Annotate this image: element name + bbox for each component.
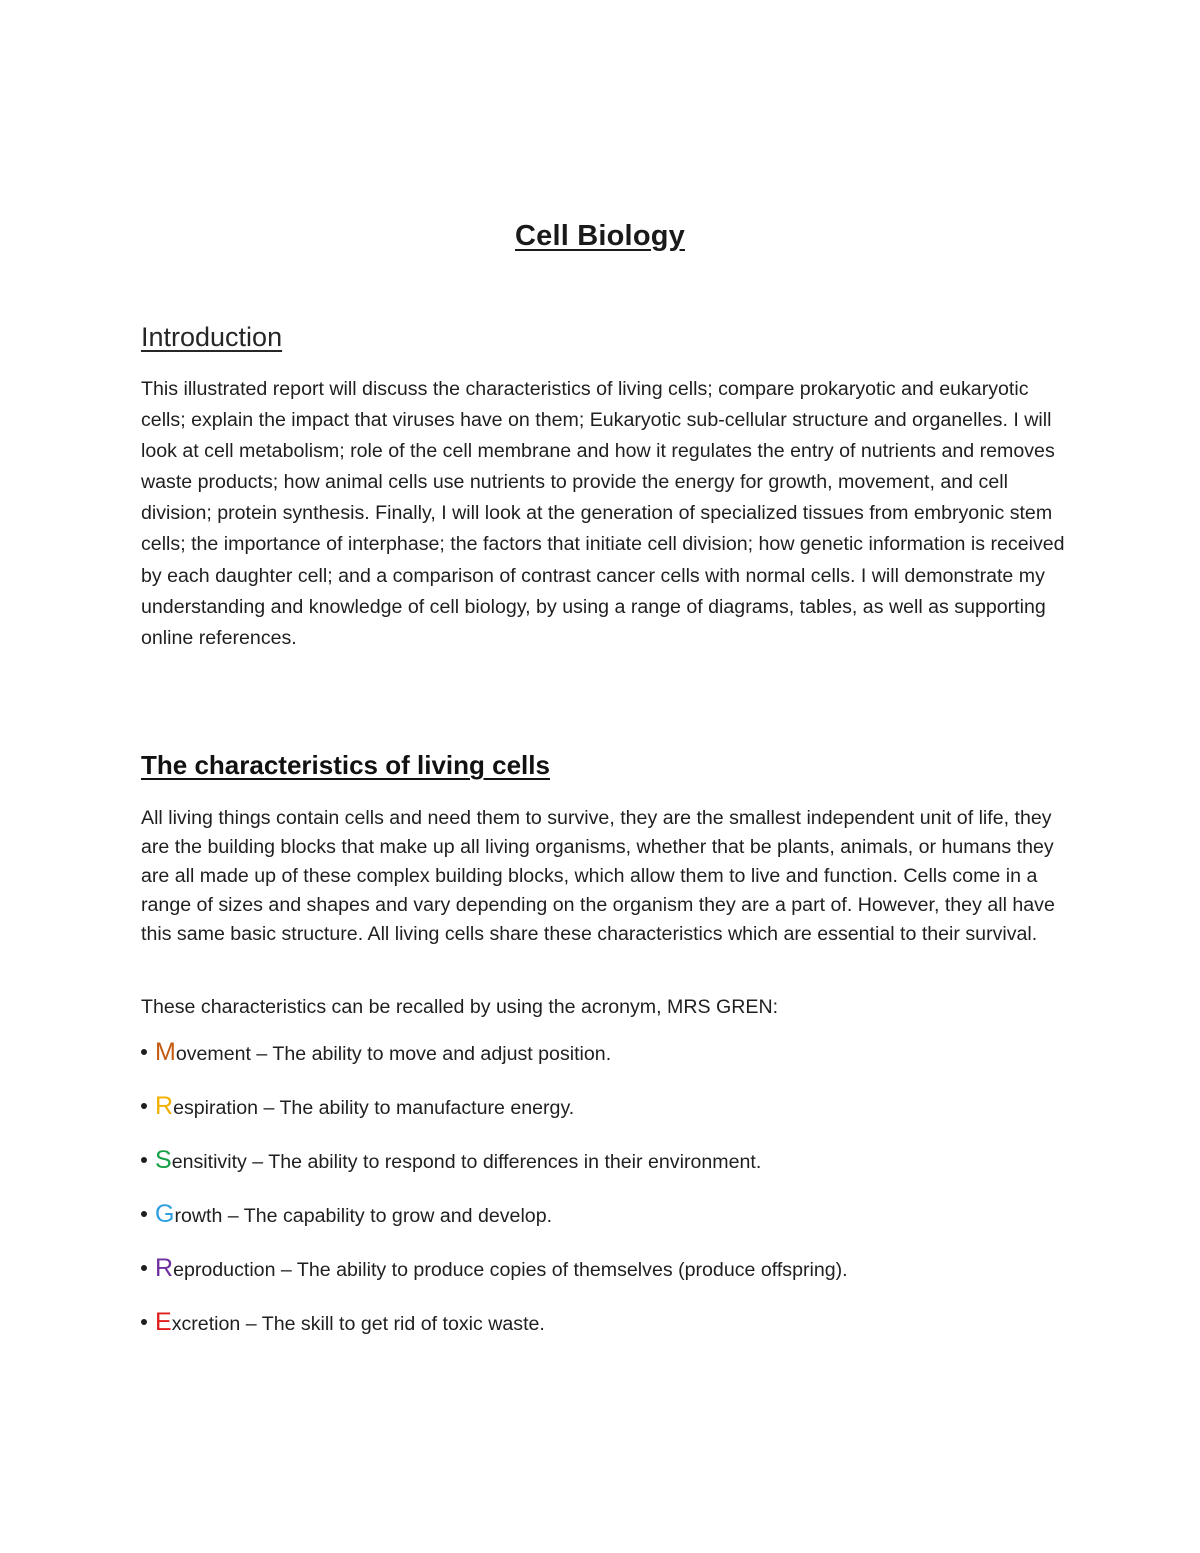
- list-item-text: espiration – The ability to manufacture energy.: [173, 1097, 575, 1119]
- bullet-icon: [141, 1049, 147, 1055]
- list-item-text: rowth – The capability to grow and develop.: [174, 1205, 553, 1227]
- list-item: [141, 1148, 848, 1202]
- list-item: [141, 1202, 848, 1256]
- mrs-gren-list: [141, 1040, 848, 1364]
- acronym-intro-line: These characteristics can be recalled by using the acronym, MRS GREN:: [141, 996, 779, 1018]
- acronym-letter: M: [155, 1038, 176, 1066]
- bullet-icon: [141, 1157, 147, 1163]
- list-item: [141, 1310, 848, 1364]
- bullet-icon: [141, 1319, 147, 1325]
- list-item: [141, 1094, 848, 1148]
- list-item-text: ovement – The ability to move and adjust position.: [175, 1043, 612, 1065]
- characteristics-paragraph: All living things contain cells and need them to survive, they are the smallest independent unit of life, they are the building blocks that make up all living organisms, whether that be plants, animals, or humans they are all made up of these complex building blocks, which allow them to live and function. Cells come in a range of sizes and shapes and vary depending on the organism they are a part of. However, they all have this same basic structure. All living cells share these characteristics which are essential to their survival.: [141, 807, 1055, 945]
- list-item-text: ensitivity – The ability to respond to differences in their environment.: [171, 1151, 762, 1173]
- acronym-letter: S: [155, 1146, 172, 1174]
- acronym-letter: R: [155, 1254, 174, 1282]
- bullet-icon: [141, 1103, 147, 1109]
- introduction-paragraph: This illustrated report will discuss the characteristics of living cells; compare prokaryotic and eukaryotic cells; explain the impact that viruses have on them; Eukaryotic sub-cellular structure and organelles. I will look at cell metabolism; role of the cell membrane and how it regulates the entry of nutrients and removes waste products; how animal cells use nutrients to provide the energy for growth, movement, and cell division; protein synthesis. Finally, I will look at the generation of specialized tissues from embryonic stem cells; the importance of interphase; the factors that initiate cell division; how genetic information is received by each daughter cell; and a comparison of contrast cancer cells with normal cells. I will demonstrate my understanding and knowledge of cell biology, by using a range of diagrams, tables, as well as supporting online references.: [141, 378, 1065, 649]
- list-item: [141, 1040, 848, 1094]
- list-item-text: eproduction – The ability to produce copies of themselves (produce offspring).: [173, 1259, 848, 1281]
- bullet-icon: [141, 1211, 147, 1217]
- list-item-text: xcretion – The skill to get rid of toxic waste.: [171, 1313, 545, 1335]
- characteristics-heading: The characteristics of living cells: [141, 750, 550, 780]
- page-title: Cell Biology: [515, 220, 685, 252]
- list-item: [141, 1256, 848, 1310]
- acronym-letter: G: [155, 1200, 175, 1228]
- bullet-icon: [141, 1265, 147, 1271]
- introduction-heading: Introduction: [141, 322, 283, 352]
- acronym-letter: R: [155, 1092, 174, 1120]
- acronym-letter: E: [155, 1308, 172, 1336]
